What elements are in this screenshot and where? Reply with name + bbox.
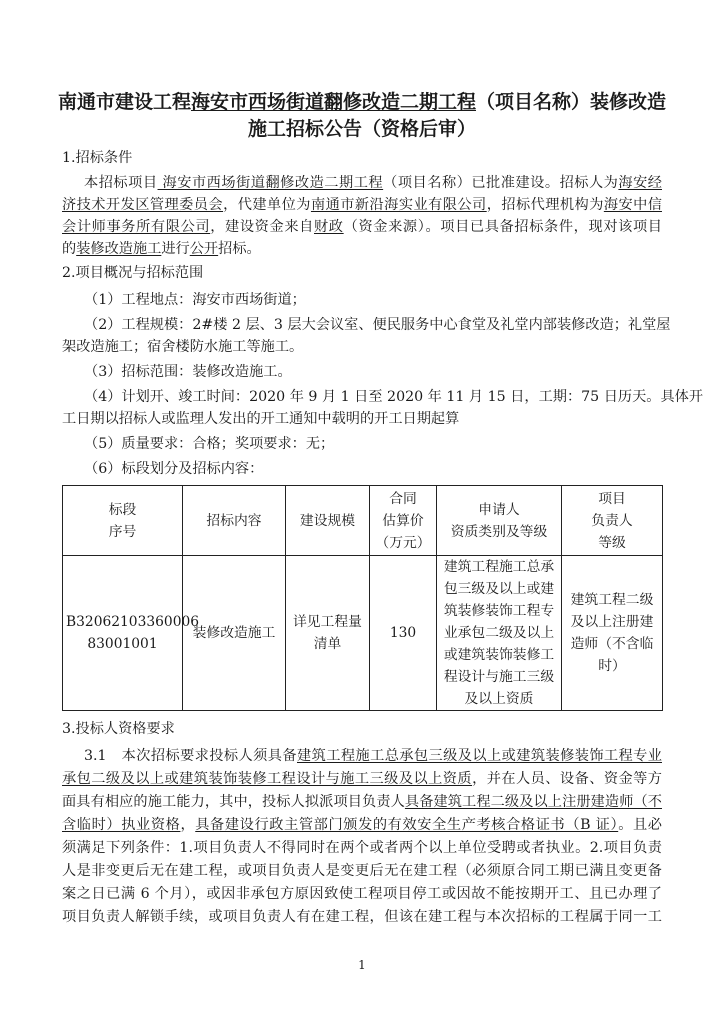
text-run: 3.1 本次招标要求投标人须具备: [84, 748, 297, 764]
text-run: 招标。: [218, 241, 261, 257]
section-2-item-schedule-cont: 工日期以招标人或监理人发出的开工通知中载明的开工日期起算: [62, 411, 460, 427]
header-section-number: 标段 序号: [63, 486, 183, 556]
section-3-paragraph-line: [62, 791, 662, 813]
title-prefix: 南通市建设工程: [57, 91, 191, 113]
text-run: 的: [62, 241, 77, 257]
underlined-fill-in-text: 南通市新沿海实业有限公司: [310, 197, 487, 213]
section-3-heading: 3.投标人资格要求: [62, 721, 175, 737]
underlined-fill-in-text: 公开: [189, 241, 219, 257]
text-run: ，建设资金来自: [210, 219, 314, 235]
underlined-fill-in-text: 会计师事务所有限公司: [62, 219, 211, 235]
document-title-line-2: 施工招标公告（资格后审）: [247, 118, 476, 140]
underlined-fill-in-text: 海安市西场街道翻修改造二期工程: [157, 175, 384, 191]
text-run: （资金来源）。项目已具备招标条件，现对该项目: [343, 219, 662, 235]
underlined-fill-in-text: 海安经: [618, 175, 662, 191]
section-2-item-schedule: （4）计划开、竣工时间：2020 年 9 月 1 日至 2020 年 11 月 15 日，工期：75 日历天。具体开: [84, 389, 704, 405]
bid-section-table: [62, 485, 663, 711]
section-3-paragraph-line: 人是非变更后无在建工程，或项目负责人是变更后无在建工程（必须原合同工期已满且变更备: [62, 863, 662, 879]
cell-estimated-price: 130: [370, 556, 437, 711]
section-1-paragraph-line: [62, 238, 662, 260]
section-3-paragraph-line: [62, 768, 662, 790]
cell-project-manager: 建筑工程二级 及以上注册建 造师（不含临 时）: [562, 556, 663, 711]
cell-bid-content: 装修改造施工: [183, 556, 286, 711]
section-2-item-sections: （6）标段划分及招标内容：: [84, 461, 264, 477]
section-1-paragraph-line: [62, 216, 662, 238]
table-row: [63, 556, 663, 711]
text-run: ，招标代理机构为: [486, 197, 604, 213]
text-run: 本招标项目: [84, 175, 158, 191]
text-run: ，: [180, 817, 196, 833]
section-3-paragraph-line: 项目负责人解锁手续，或项目负责人有在建工程，但该在建工程与本次招标的工程属于同一工: [62, 909, 662, 925]
underlined-fill-in-text: 含临时）执业资格: [62, 817, 181, 833]
section-1-paragraph-line: [62, 194, 662, 216]
header-qualification: 申请人 资质类别及等级: [437, 486, 562, 556]
section-2-item-scale-cont: 架改造施工；宿舍楼防水施工等施工。: [62, 339, 304, 355]
underlined-fill-in-text: 具备建筑工程二级及以上注册建造师（不: [404, 794, 662, 810]
underlined-fill-in-text: 具备建设行政主管部门颁发的有效安全生产考核合格证书（B 证）: [195, 817, 619, 833]
underlined-fill-in-text: 建筑工程施工总承包三级及以上或建筑装修装饰工程专业: [297, 748, 662, 764]
header-construction-scale: 建设规模: [286, 486, 370, 556]
text-run: ，并在人员、设备、资金等方: [472, 771, 662, 787]
page-number: 1: [358, 958, 366, 972]
section-3-paragraph-line: [84, 745, 662, 767]
section-3-paragraph-line: 案之日已满 6 个月），或因非承包方原因致使工程项目停工或因故不能按期开工、且已办理了: [62, 886, 662, 902]
underlined-fill-in-text: 装修改造施工: [76, 241, 162, 257]
title-project-name: 海安市西场街道翻修改造二期工程: [190, 91, 476, 113]
title-suffix: （项目名称）装修改造: [476, 91, 667, 113]
section-1-heading: 1.招标条件: [62, 150, 133, 166]
cell-qualification: 建筑工程施工总承 包三级及以上或建 筑装修装饰工程专 业承包二级及以上 或建筑装饰装修工 程设计与施工三级 及以上资质: [437, 556, 562, 711]
header-estimated-price: 合同 估算价 （万元）: [370, 486, 437, 556]
underlined-fill-in-text: 财政: [313, 219, 344, 235]
section-2-item-scope: （3）招标范围：装修改造施工。: [84, 364, 292, 380]
underlined-fill-in-text: 承包二级及以上或建筑装饰装修工程设计与施工三级及以上资质: [62, 771, 473, 787]
table-header-row: [63, 486, 663, 556]
underlined-fill-in-text: 海安中信: [603, 197, 662, 213]
cell-section-number: B32062103360006 83001001: [63, 556, 183, 711]
document-title-line-1: [40, 88, 684, 116]
text-run: 。且必: [618, 817, 662, 833]
text-run: 面具有相应的施工能力，其中，投标人拟派项目负责人: [62, 794, 405, 810]
section-2-item-quality: （5）质量要求：合格；奖项要求：无；: [84, 436, 335, 452]
section-1-paragraph-line: [84, 172, 662, 194]
header-bid-content: 招标内容: [183, 486, 286, 556]
section-3-paragraph-line: 须满足下列条件：1.项目负责人不得同时在两个或者两个以上单位受聘或者执业。2.项目负责: [62, 840, 662, 856]
section-2-item-scale: （2）工程规模：2#楼 2 层、3 层大会议室、便民服务中心食堂及礼堂内部装修改造；礼堂屋: [84, 317, 671, 333]
header-project-manager: 项目 负责人 等级: [562, 486, 663, 556]
cell-construction-scale: 详见工程量 清单: [286, 556, 370, 711]
text-run: ，代建单位为: [223, 197, 311, 213]
text-run: 进行: [161, 241, 190, 257]
section-3-paragraph-line: [62, 814, 662, 836]
section-2-item-location: （1）工程地点：海安市西场街道；: [84, 292, 306, 308]
text-run: （项目名称）已批准建设。招标人为: [383, 175, 619, 191]
section-2-heading: 2.项目概况与招标范围: [62, 265, 204, 281]
underlined-fill-in-text: 济技术开发区管理委员会: [62, 197, 224, 213]
